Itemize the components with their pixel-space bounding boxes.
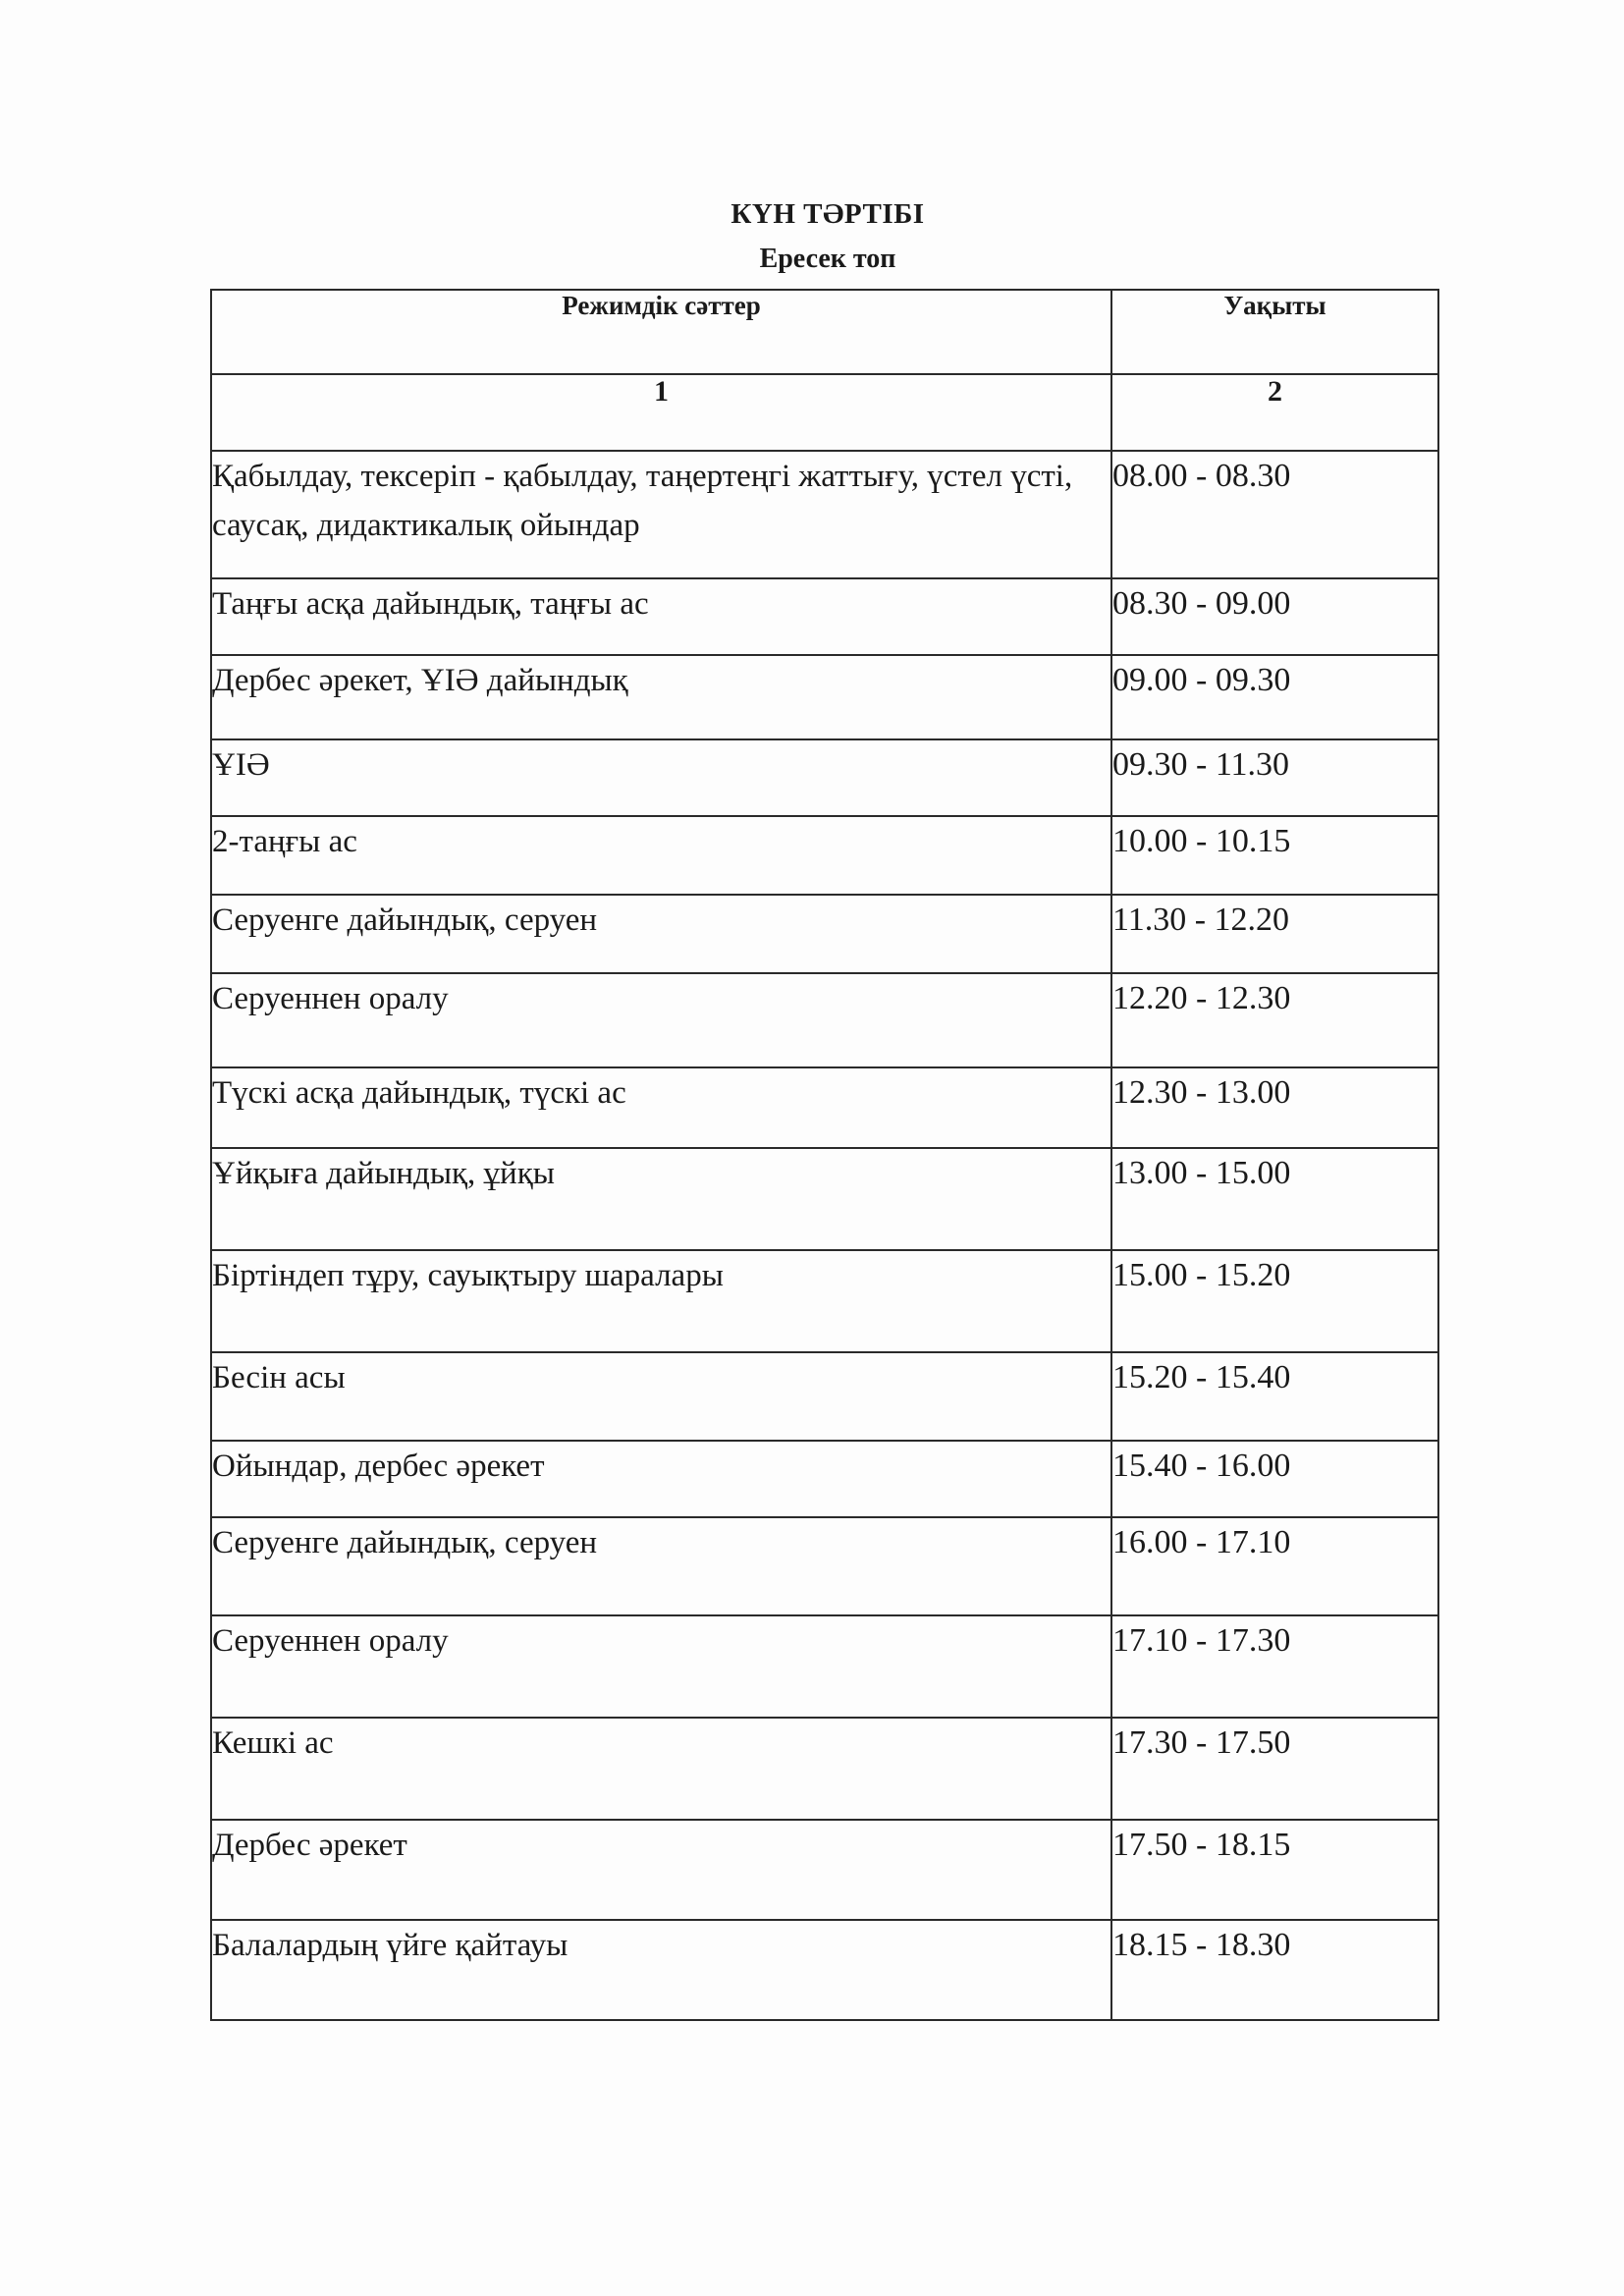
time-cell: 13.00 - 15.00 <box>1111 1148 1438 1250</box>
column-header-time: Уақыты <box>1111 290 1438 374</box>
activity-cell: 2-таңғы ас <box>211 816 1111 895</box>
activity-cell: Ұйқыға дайындық, ұйқы <box>211 1148 1111 1250</box>
column-number-1: 1 <box>211 374 1111 451</box>
table-row <box>211 451 1438 578</box>
activity-cell: Балалардың үйге қайтауы <box>211 1920 1111 2020</box>
table-row <box>211 973 1438 1067</box>
time-cell: 10.00 - 10.15 <box>1111 816 1438 895</box>
activity-cell: Серуенге дайындық, серуен <box>211 895 1111 973</box>
time-cell: 11.30 - 12.20 <box>1111 895 1438 973</box>
column-header-activity: Режимдік сәттер <box>211 290 1111 374</box>
activity-cell: Серуеннен оралу <box>211 1615 1111 1718</box>
activity-cell: Кешкі ас <box>211 1718 1111 1820</box>
time-cell: 15.00 - 15.20 <box>1111 1250 1438 1352</box>
time-cell: 08.30 - 09.00 <box>1111 578 1438 655</box>
time-cell: 17.50 - 18.15 <box>1111 1820 1438 1920</box>
page-subtitle: Ересек топ <box>759 244 896 274</box>
time-cell: 18.15 - 18.30 <box>1111 1920 1438 2020</box>
activity-cell: Дербес әрекет <box>211 1820 1111 1920</box>
column-number-2: 2 <box>1111 374 1438 451</box>
table-row <box>211 739 1438 816</box>
activity-cell: ҰІӘ <box>211 739 1111 816</box>
time-cell: 12.20 - 12.30 <box>1111 973 1438 1067</box>
table-row <box>211 1250 1438 1352</box>
activity-cell: Ойындар, дербес әрекет <box>211 1441 1111 1517</box>
activity-cell: Дербес әрекет, ҰІӘ дайындық <box>211 655 1111 739</box>
table-row <box>211 1615 1438 1718</box>
table-row <box>211 1718 1438 1820</box>
table-row <box>211 1517 1438 1615</box>
time-cell: 15.40 - 16.00 <box>1111 1441 1438 1517</box>
activity-cell: Бесін асы <box>211 1352 1111 1441</box>
time-cell: 15.20 - 15.40 <box>1111 1352 1438 1441</box>
activity-cell: Серуеннен оралу <box>211 973 1111 1067</box>
activity-cell: Серуенге дайындық, серуен <box>211 1517 1111 1615</box>
time-cell: 17.10 - 17.30 <box>1111 1615 1438 1718</box>
table-row <box>211 1067 1438 1148</box>
table-row <box>211 1148 1438 1250</box>
time-cell: 08.00 - 08.30 <box>1111 451 1438 578</box>
table-row <box>211 578 1438 655</box>
activity-cell: Қабылдау, тексеріп - қабылдау, таңертеңгі жаттығу, үстел үсті, саусақ, дидактикалық ойындар <box>211 451 1111 578</box>
table-row <box>211 1441 1438 1517</box>
table-row <box>211 1820 1438 1920</box>
time-cell: 17.30 - 17.50 <box>1111 1718 1438 1820</box>
column-number-row <box>211 374 1438 451</box>
page-title: КҮН ТӘРТІБІ <box>731 198 925 230</box>
time-cell: 09.00 - 09.30 <box>1111 655 1438 739</box>
activity-cell: Біртіндеп тұру, сауықтыру шаралары <box>211 1250 1111 1352</box>
table-row <box>211 1352 1438 1441</box>
time-cell: 12.30 - 13.00 <box>1111 1067 1438 1148</box>
header-row <box>211 290 1438 374</box>
table-row <box>211 816 1438 895</box>
table-row <box>211 655 1438 739</box>
table-row <box>211 1920 1438 2020</box>
activity-cell: Түскі асқа дайындық, түскі ас <box>211 1067 1111 1148</box>
time-cell: 16.00 - 17.10 <box>1111 1517 1438 1615</box>
activity-cell: Таңғы асқа дайындық, таңғы ас <box>211 578 1111 655</box>
table-row <box>211 895 1438 973</box>
time-cell: 09.30 - 11.30 <box>1111 739 1438 816</box>
schedule-table <box>210 289 1439 2021</box>
